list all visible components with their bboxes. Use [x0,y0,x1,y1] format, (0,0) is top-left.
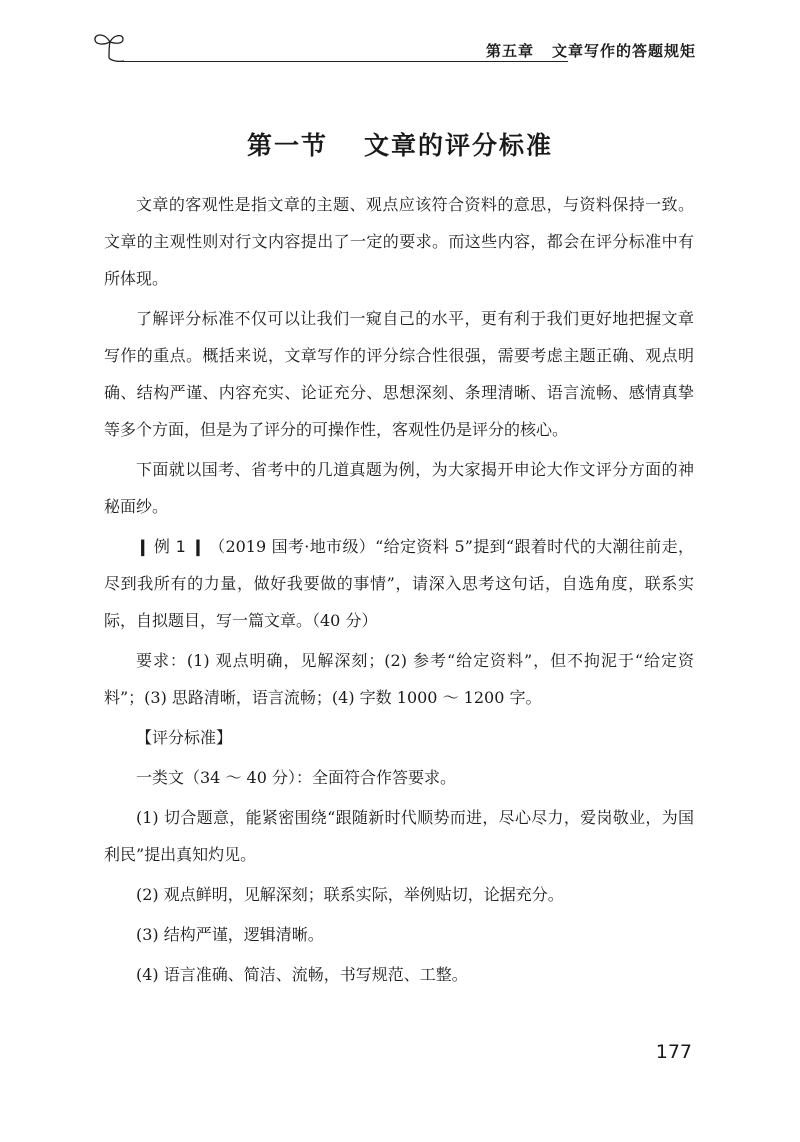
paragraph-intro-examples: 下面就以国考、省考中的几道真题为例，为大家揭开申论大作文评分方面的神秘面纱。 [104,460,694,516]
example-label: 例 1 [153,537,186,556]
paragraph-criteria-overview: 了解评分标准不仅可以让我们一窥自己的水平，更有利于我们更好地把握文章写作的重点。概括来说，文章写作的评分综合性很强，需要考虑主题正确、观点明确、结构严谨、内容充实、论证充分、思想深刻、条理清晰、语言流畅、感情真挚等多个方面，但是为了评分的可操作性，客观性仍是评分的核心。 [104,309,694,439]
paragraph-objectivity: 文章的客观性是指文章的主题、观点应该符合资料的意思，与资料保持一致。文章的主观性则对行文内容提出了一定的要求。而这些内容，都会在评分标准中有所体现。 [104,195,694,288]
criteria-item-3: (3) 结构严谨，逻辑清晰。 [136,925,324,944]
body-text [104,186,694,996]
sprout-icon [92,28,128,62]
criteria-item-4: (4) 语言准确、简洁、流畅，书写规范、工整。 [136,965,468,984]
example-mark-left: ❙ [136,537,149,556]
criteria-item-1: (1) 切合题意，能紧密围绕“跟随新时代顺势而进，尽心尽力，爱岗敬业，为国利民”提出真知灼见。 [104,808,694,864]
section-name: 文章的评分标准 [364,131,554,160]
header-text [486,40,696,61]
section-number: 第一节 [246,131,328,160]
criteria-item-2: (2) 观点鲜明，见解深刻；联系实际，举例贴切，论据充分。 [136,885,564,904]
chapter-title: 文章写作的答题规矩 [551,42,696,60]
example-1 [104,528,694,639]
requirements: 要求：(1) 观点明确，见解深刻；(2) 参考“给定资料”，但不拘泥于“给定资料”；(3) 思路清晰，语言流畅；(4) 字数 1000 ～ 1200 字。 [104,651,694,707]
criteria-heading: 【评分标准】 [136,728,233,747]
example-mark-right: ❙ [191,537,204,556]
page-number: 177 [655,1041,692,1063]
header-rule [118,61,568,62]
example-text: （2019 国考·地市级）“给定资料 5”提到“跟着时代的大潮往前走，尽到我所有的力量，做好我要做的事情”，请深入思考这句话，自选角度，联系实际，自拟题目，写一篇文章。（40 分） [104,537,694,630]
criteria-class1: 一类文（34 ～ 40 分）：全面符合作答要求。 [136,768,456,787]
chapter-number: 第五章 [485,42,534,60]
running-header [92,28,696,68]
section-title [0,126,800,162]
